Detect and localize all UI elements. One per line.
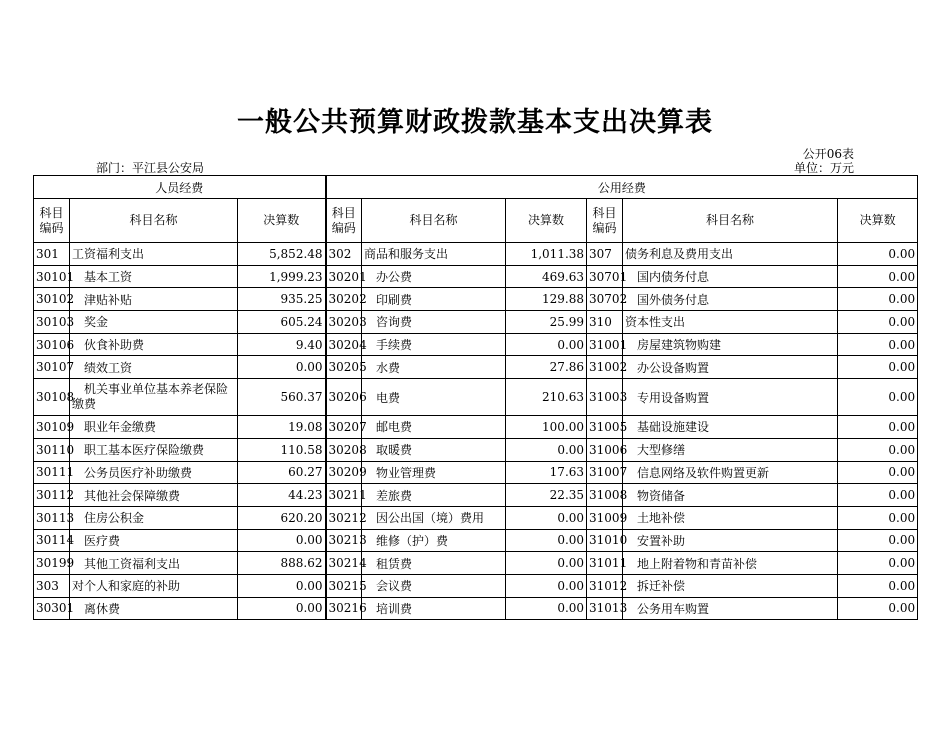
- header-name: 科目名称: [70, 199, 238, 243]
- final-amount: 0.00: [238, 529, 326, 552]
- subject-code: 30208: [326, 438, 362, 461]
- table-row: [34, 438, 918, 461]
- subject-code: 30110: [34, 438, 70, 461]
- subject-name: 机关事业单位基本养老保险缴费: [72, 382, 229, 412]
- table-row: [34, 288, 918, 311]
- subject-name: 邮电费: [376, 420, 413, 435]
- subject-code: 307: [587, 243, 623, 266]
- final-amount: 110.58: [238, 438, 326, 461]
- subject-name-cell: [70, 379, 238, 416]
- subject-code: 31006: [587, 438, 623, 461]
- subject-code: 30209: [326, 461, 362, 484]
- final-amount: 0.00: [838, 506, 918, 529]
- subject-code: 30213: [326, 529, 362, 552]
- header-code: 科目编码: [587, 199, 623, 243]
- final-amount: 129.88: [506, 288, 587, 311]
- subject-name: 资本性支出: [625, 315, 686, 330]
- subject-code: 30109: [34, 416, 70, 439]
- final-amount: 0.00: [238, 356, 326, 379]
- table-row: [34, 552, 918, 575]
- final-amount: 0.00: [838, 333, 918, 356]
- subject-name: 办公设备购置: [637, 360, 710, 375]
- subject-code: 30114: [34, 529, 70, 552]
- subject-name: 医疗费: [84, 533, 121, 548]
- final-amount: 0.00: [838, 484, 918, 507]
- subject-code: 30201: [326, 265, 362, 288]
- subject-code: 30203: [326, 311, 362, 334]
- subject-name-cell: [623, 288, 838, 311]
- final-amount: 0.00: [506, 597, 587, 620]
- subject-code: 30702: [587, 288, 623, 311]
- subject-code: 303: [34, 574, 70, 597]
- subject-name-cell: [362, 552, 506, 575]
- subject-name-cell: [70, 529, 238, 552]
- header-code: 科目编码: [326, 199, 362, 243]
- subject-name-cell: [623, 597, 838, 620]
- final-amount: 210.63: [506, 379, 587, 416]
- final-amount: 0.00: [838, 597, 918, 620]
- form-number: 公开06表: [802, 147, 854, 161]
- department-label: 部门：平江县公安局: [96, 161, 205, 175]
- subject-name: 因公出国（境）费用: [376, 511, 485, 526]
- subject-code: 30205: [326, 356, 362, 379]
- subject-code: 30701: [587, 265, 623, 288]
- subject-name-cell: [362, 597, 506, 620]
- subject-name: 职业年金缴费: [84, 420, 157, 435]
- final-amount: 0.00: [838, 288, 918, 311]
- subject-code: 310: [587, 311, 623, 334]
- subject-name: 大型修缮: [637, 443, 686, 458]
- subject-name: 拆迁补偿: [637, 579, 686, 594]
- subject-name: 安置补助: [637, 533, 686, 548]
- report-title: 一般公共预算财政拨款基本支出决算表: [237, 107, 713, 138]
- final-amount: 60.27: [238, 461, 326, 484]
- subject-name-cell: [362, 461, 506, 484]
- subject-name-cell: [70, 356, 238, 379]
- final-amount: 605.24: [238, 311, 326, 334]
- subject-name: 专用设备购置: [637, 390, 710, 405]
- final-amount: 0.00: [506, 438, 587, 461]
- subject-name: 公务用车购置: [637, 601, 710, 616]
- final-amount: 0.00: [838, 574, 918, 597]
- header-amount: 决算数: [838, 199, 918, 243]
- final-amount: 0.00: [506, 529, 587, 552]
- subject-name: 土地补偿: [637, 511, 686, 526]
- subject-code: 30211: [326, 484, 362, 507]
- final-amount: 9.40: [238, 333, 326, 356]
- subject-name: 差旅费: [376, 488, 413, 503]
- subject-name-cell: [362, 506, 506, 529]
- subject-code: 30199: [34, 552, 70, 575]
- final-amount: 25.99: [506, 311, 587, 334]
- subject-name: 会议费: [376, 579, 413, 594]
- subject-name-cell: [362, 484, 506, 507]
- subject-name-cell: [623, 461, 838, 484]
- header-amount: 决算数: [506, 199, 587, 243]
- subject-name: 对个人和家庭的补助: [72, 579, 181, 594]
- subject-name-cell: [70, 438, 238, 461]
- subject-name-cell: [362, 438, 506, 461]
- table-row: [34, 574, 918, 597]
- subject-name: 物业管理费: [376, 465, 437, 480]
- final-amount: 0.00: [838, 311, 918, 334]
- subject-name-cell: [70, 506, 238, 529]
- subject-code: 30202: [326, 288, 362, 311]
- subject-code: 30216: [326, 597, 362, 620]
- subject-code: 30214: [326, 552, 362, 575]
- subject-name-cell: [70, 333, 238, 356]
- header-name: 科目名称: [623, 199, 838, 243]
- subject-code: 30301: [34, 597, 70, 620]
- subject-name-cell: [70, 243, 238, 266]
- subject-name-cell: [362, 333, 506, 356]
- table-row: [34, 529, 918, 552]
- final-amount: 469.63: [506, 265, 587, 288]
- final-amount: 44.23: [238, 484, 326, 507]
- subject-code: 30113: [34, 506, 70, 529]
- subject-name-cell: [362, 416, 506, 439]
- table-row: [34, 416, 918, 439]
- subject-code: 30108: [34, 379, 70, 416]
- subject-name-cell: [623, 506, 838, 529]
- subject-name: 房屋建筑物购建: [637, 338, 722, 353]
- table-row: [34, 356, 918, 379]
- subject-code: 31011: [587, 552, 623, 575]
- subject-name: 水费: [376, 360, 401, 375]
- subject-name: 其他工资福利支出: [84, 556, 181, 571]
- table-row: [34, 333, 918, 356]
- subject-code: 31005: [587, 416, 623, 439]
- subject-name: 培训费: [376, 601, 413, 616]
- subject-name-cell: [70, 574, 238, 597]
- subject-code: 31001: [587, 333, 623, 356]
- subject-name: 物资储备: [637, 488, 686, 503]
- header-amount: 决算数: [238, 199, 326, 243]
- subject-name-cell: [623, 311, 838, 334]
- subject-name-cell: [623, 529, 838, 552]
- final-amount: 0.00: [506, 506, 587, 529]
- subject-name-cell: [70, 288, 238, 311]
- final-amount: 1,999.23: [238, 265, 326, 288]
- final-amount: 0.00: [838, 265, 918, 288]
- subject-name: 津贴补贴: [84, 292, 133, 307]
- subject-name: 电费: [376, 390, 401, 405]
- subject-code: 31013: [587, 597, 623, 620]
- subject-name-cell: [70, 265, 238, 288]
- final-amount: 27.86: [506, 356, 587, 379]
- final-amount: 0.00: [506, 552, 587, 575]
- subject-name: 奖金: [84, 315, 109, 330]
- subject-name: 住房公积金: [84, 511, 145, 526]
- subject-name-cell: [623, 333, 838, 356]
- table-row: [34, 265, 918, 288]
- subject-name: 伙食补助费: [84, 338, 145, 353]
- subject-code: 30215: [326, 574, 362, 597]
- subject-name-cell: [362, 311, 506, 334]
- subject-code: 30101: [34, 265, 70, 288]
- subject-code: 31010: [587, 529, 623, 552]
- subject-name-cell: [70, 461, 238, 484]
- table-body: [34, 243, 918, 620]
- subject-code: 30204: [326, 333, 362, 356]
- final-amount: 620.20: [238, 506, 326, 529]
- subject-code: 30102: [34, 288, 70, 311]
- subject-name: 基本工资: [84, 270, 133, 285]
- subject-name: 商品和服务支出: [364, 247, 449, 262]
- final-amount: 935.25: [238, 288, 326, 311]
- table-row: [34, 506, 918, 529]
- subject-code: 31008: [587, 484, 623, 507]
- final-amount: 1,011.38: [506, 243, 587, 266]
- subject-name-cell: [623, 574, 838, 597]
- subject-code: 30103: [34, 311, 70, 334]
- final-amount: 0.00: [838, 416, 918, 439]
- subject-name-cell: [70, 311, 238, 334]
- subject-name: 取暖费: [376, 443, 413, 458]
- subject-code: 30112: [34, 484, 70, 507]
- final-amount: 0.00: [238, 597, 326, 620]
- final-amount: 0.00: [838, 461, 918, 484]
- subject-name-cell: [362, 529, 506, 552]
- subject-code: 302: [326, 243, 362, 266]
- final-amount: 100.00: [506, 416, 587, 439]
- unit-label: 单位：万元: [793, 161, 854, 175]
- subject-name-cell: [623, 379, 838, 416]
- subject-name: 维修（护）费: [376, 533, 449, 548]
- subject-name-cell: [362, 356, 506, 379]
- subject-name-cell: [362, 243, 506, 266]
- subject-code: 31012: [587, 574, 623, 597]
- subject-name-cell: [623, 552, 838, 575]
- subject-name-cell: [362, 265, 506, 288]
- subject-code: 30206: [326, 379, 362, 416]
- subject-code: 31003: [587, 379, 623, 416]
- subject-name: 其他社会保障缴费: [84, 488, 181, 503]
- subject-name-cell: [623, 356, 838, 379]
- final-amount: 22.35: [506, 484, 587, 507]
- subject-name: 地上附着物和青苗补偿: [637, 556, 758, 571]
- table-row: [34, 484, 918, 507]
- final-amount: 0.00: [838, 529, 918, 552]
- subject-name-cell: [70, 552, 238, 575]
- final-amount: 0.00: [838, 438, 918, 461]
- final-amount: 560.37: [238, 379, 326, 416]
- subject-code: 31009: [587, 506, 623, 529]
- subject-name-cell: [362, 574, 506, 597]
- subject-name: 国外债务付息: [637, 292, 710, 307]
- subject-name: 信息网络及软件购置更新: [637, 465, 770, 480]
- subject-code: 301: [34, 243, 70, 266]
- subject-code: 30212: [326, 506, 362, 529]
- subject-name-cell: [623, 265, 838, 288]
- final-amount: 0.00: [238, 574, 326, 597]
- subject-name: 租赁费: [376, 556, 413, 571]
- table-row: [34, 379, 918, 416]
- table-row: [34, 597, 918, 620]
- header-name: 科目名称: [362, 199, 506, 243]
- subject-name: 公务员医疗补助缴费: [84, 465, 193, 480]
- subject-name: 债务利息及费用支出: [625, 247, 734, 262]
- subject-name-cell: [623, 438, 838, 461]
- final-amount: 17.63: [506, 461, 587, 484]
- subject-name: 绩效工资: [84, 360, 133, 375]
- subject-name-cell: [362, 288, 506, 311]
- subject-code: 31007: [587, 461, 623, 484]
- subject-name: 职工基本医疗保险缴费: [84, 443, 205, 458]
- table-row: [34, 243, 918, 266]
- subject-name: 工资福利支出: [72, 247, 145, 262]
- final-amount: 0.00: [838, 356, 918, 379]
- final-amount: 0.00: [838, 379, 918, 416]
- subject-name: 国内债务付息: [637, 270, 710, 285]
- budget-table: [33, 175, 918, 620]
- subject-name-cell: [623, 416, 838, 439]
- subject-name: 基础设施建设: [637, 420, 710, 435]
- subject-code: 31002: [587, 356, 623, 379]
- final-amount: 5,852.48: [238, 243, 326, 266]
- subject-name: 离休费: [84, 601, 121, 616]
- subject-name-cell: [70, 484, 238, 507]
- subject-name-cell: [70, 416, 238, 439]
- final-amount: 0.00: [838, 552, 918, 575]
- table-row: [34, 311, 918, 334]
- final-amount: 0.00: [838, 243, 918, 266]
- subject-code: 30207: [326, 416, 362, 439]
- header-code: 科目编码: [34, 199, 70, 243]
- section-public: 公用经费: [326, 176, 918, 199]
- final-amount: 0.00: [506, 574, 587, 597]
- subject-name-cell: [623, 243, 838, 266]
- final-amount: 0.00: [506, 333, 587, 356]
- subject-code: 30106: [34, 333, 70, 356]
- section-personnel: 人员经费: [34, 176, 326, 199]
- subject-name: 咨询费: [376, 315, 413, 330]
- table-row: [34, 461, 918, 484]
- final-amount: 19.08: [238, 416, 326, 439]
- final-amount: 888.62: [238, 552, 326, 575]
- subject-name: 印刷费: [376, 292, 413, 307]
- subject-name: 手续费: [376, 338, 413, 353]
- subject-name-cell: [623, 484, 838, 507]
- subject-name-cell: [362, 379, 506, 416]
- subject-name-cell: [70, 597, 238, 620]
- subject-code: 30107: [34, 356, 70, 379]
- subject-name: 办公费: [376, 270, 413, 285]
- subject-code: 30111: [34, 461, 70, 484]
